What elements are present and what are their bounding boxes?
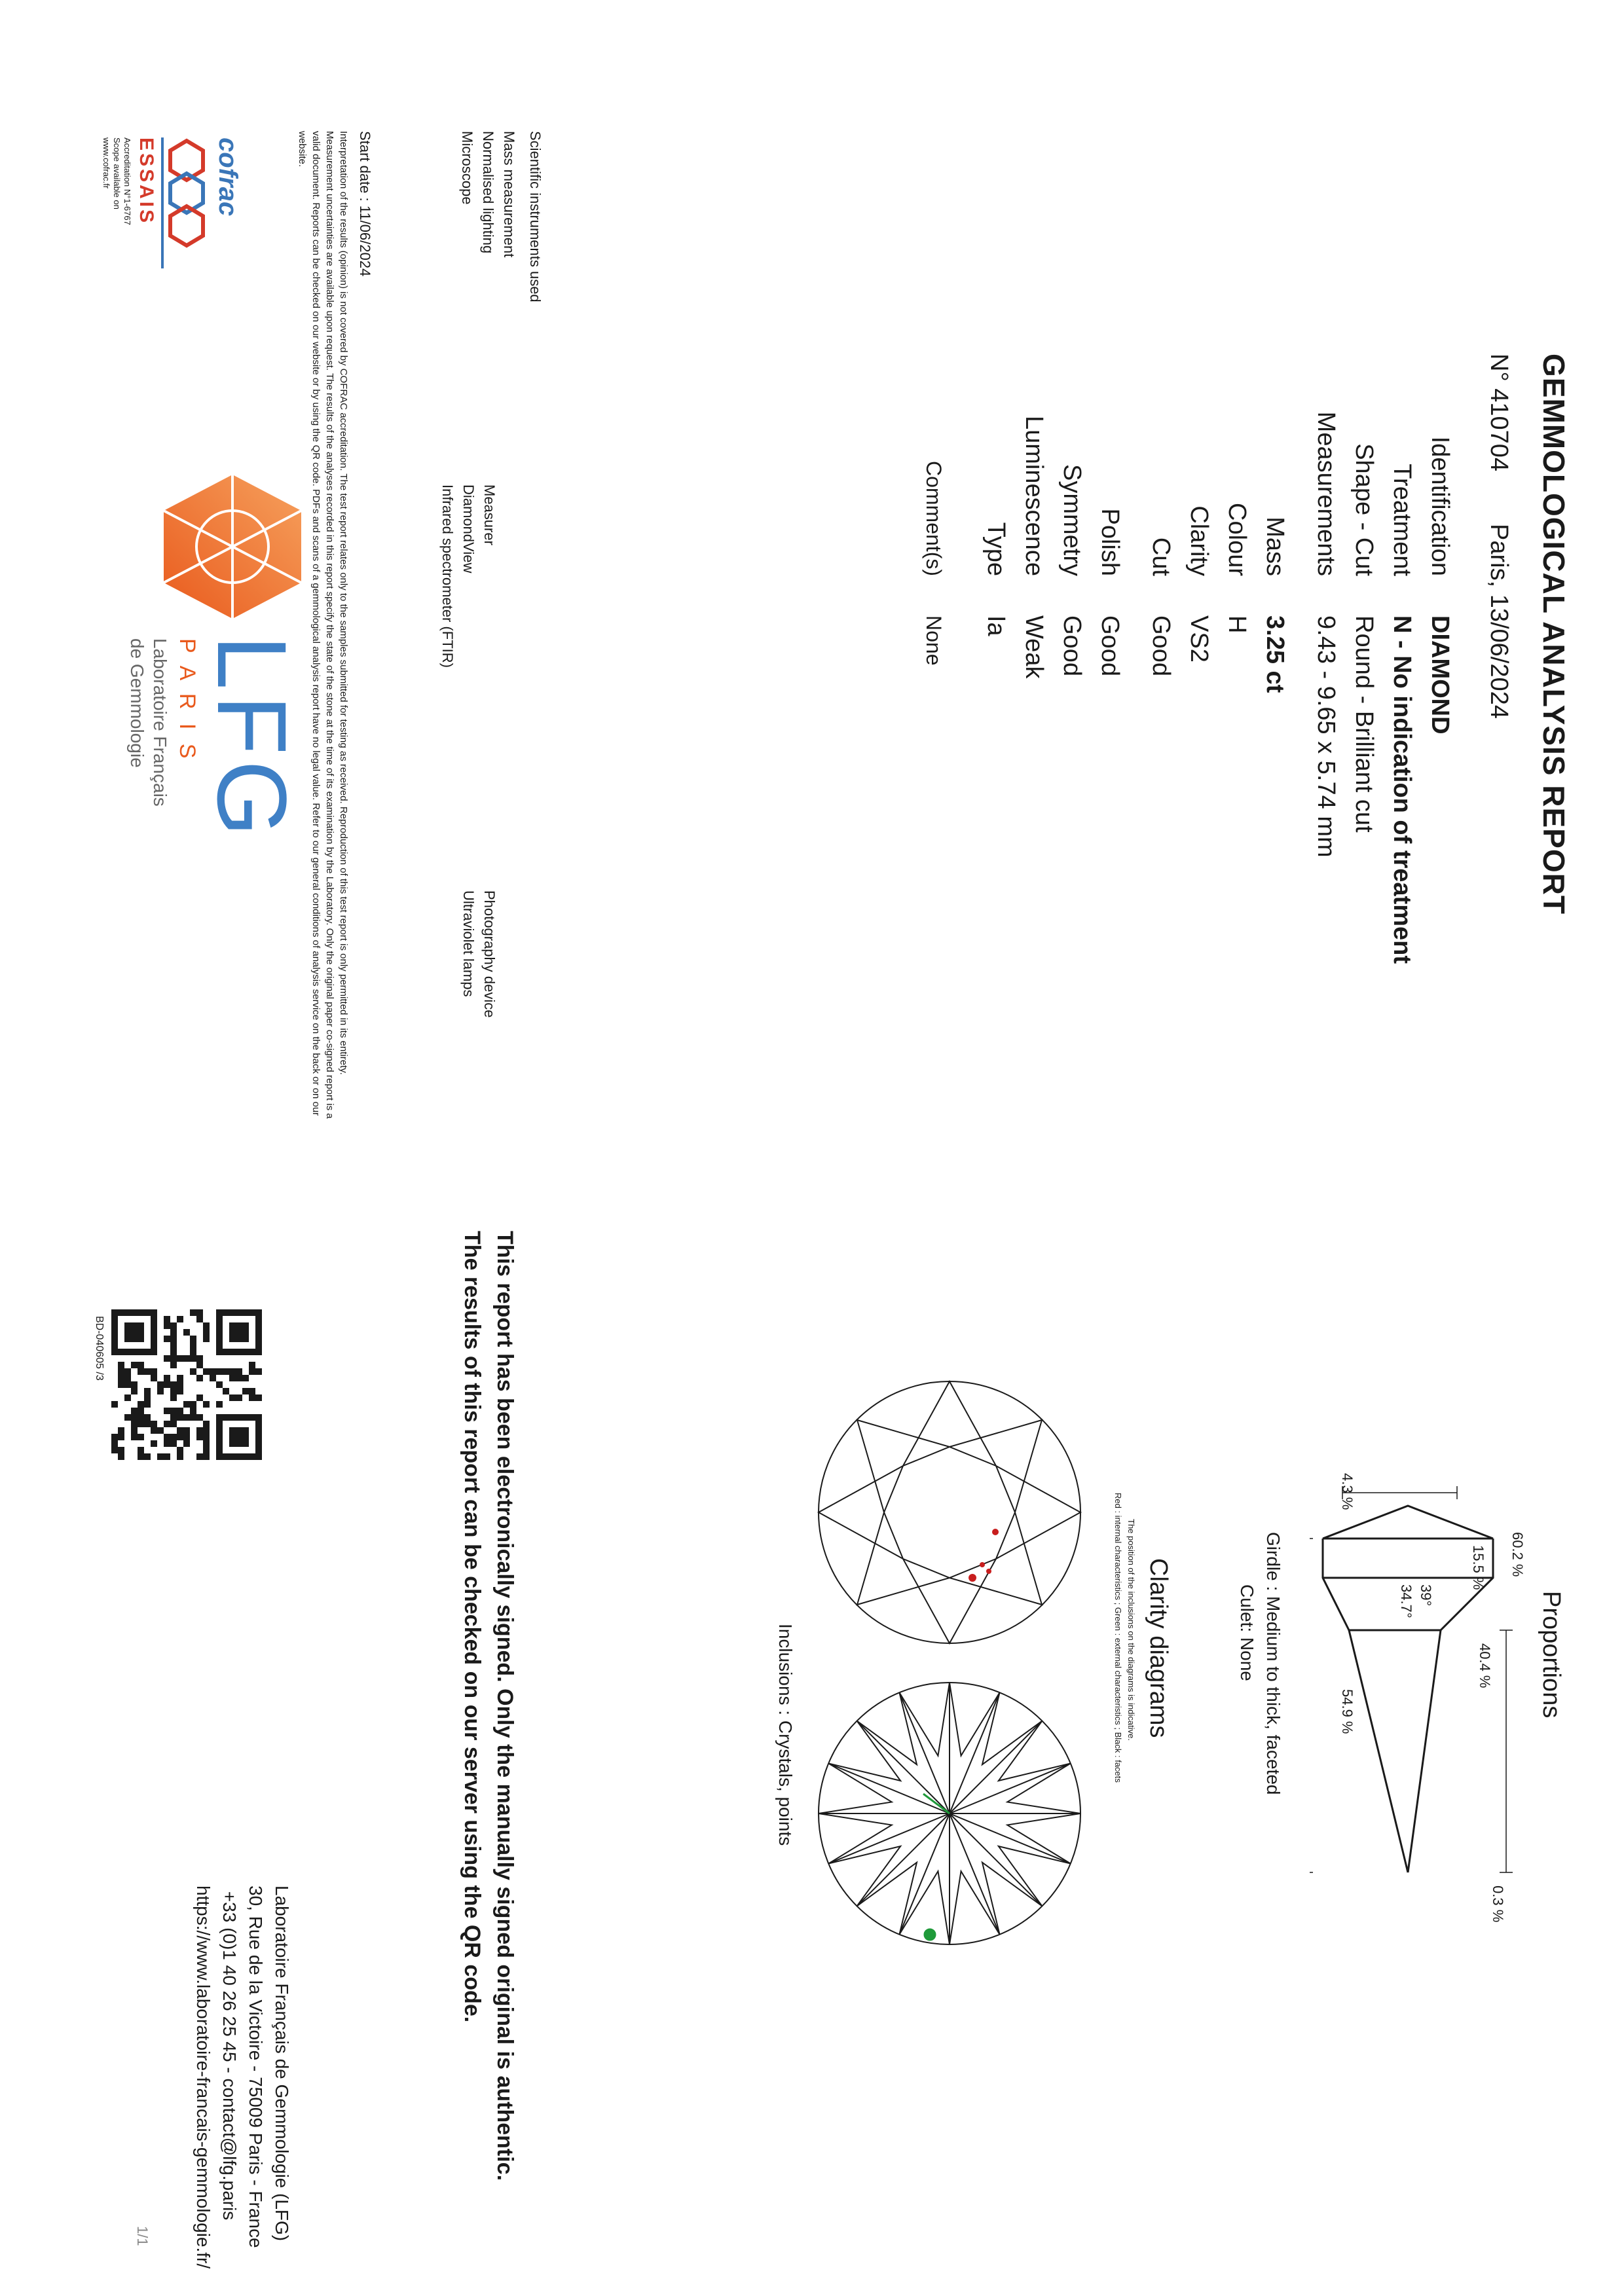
pavilion-main [950, 1813, 1042, 1906]
crown-diagram [812, 1375, 1087, 1650]
instrument-item: Infrared spectrometer (FTIR) [439, 484, 456, 668]
lab-website[interactable]: https://www.laboratoire-francais-gemmologie.fr/ [193, 1886, 213, 2269]
authenticity-line-2: The results of this report can be checked on our server using the QR code. [460, 1231, 485, 2023]
prop-crown-angle: 34.7° [1398, 1584, 1414, 1618]
field-value: 3.25 ct [1261, 615, 1289, 693]
field-value: Good [1058, 615, 1086, 676]
field-value: N - No indication of treatment [1388, 615, 1416, 964]
field-label: Shape - Cut [1350, 443, 1378, 576]
prop-girdle-pct: 4.3 % [1339, 1473, 1356, 1510]
prop-pavilion-angle: 39° [1418, 1584, 1434, 1607]
field-value: Ia [982, 615, 1010, 636]
qr-code-icon[interactable] [111, 1309, 262, 1460]
instrument-item: Microscope [459, 131, 475, 205]
lfg-line1: Laboratoire Français [150, 638, 170, 807]
pavilion-main [857, 1813, 950, 1906]
pavilion-facet [982, 1863, 1042, 1935]
pavilion-facet [828, 1721, 900, 1781]
lfg-gem-icon [157, 471, 308, 622]
prop-total-depth: 60.2 % [1509, 1532, 1526, 1577]
lfg-logo [111, 471, 308, 930]
clarity-note-1: The position of the inclusions on the diagrams is indicative. [1126, 1519, 1136, 1741]
field-value: Round - Brilliant cut [1350, 615, 1378, 833]
field-label: Clarity [1185, 505, 1213, 576]
pavilion-facet [828, 1846, 900, 1906]
inclusions-red [969, 1529, 999, 1582]
field-value: H [1223, 615, 1251, 634]
lfg-city: P A R I S [175, 638, 200, 763]
prop-culet-pct: 0.3 % [1490, 1886, 1506, 1923]
field-value: Good [1147, 615, 1175, 676]
pavilion-facet [982, 1692, 1042, 1764]
instrument-item: Normalised lighting [480, 131, 496, 254]
pavilion-facet [857, 1863, 917, 1935]
lab-street: 30, Rue de la Victoire - 75009 Paris - France [246, 1886, 266, 2248]
authenticity-line-1: This report has been electronically signed. Only the manually signed original is authentic. [492, 1231, 517, 2181]
cofrac-emblem-icon [157, 137, 210, 268]
girdle-description: Girdle : Medium to thick, faceted [1263, 1532, 1283, 1795]
report-date: Paris, 13/06/2024 [1485, 524, 1513, 719]
cofrac-wordmark: cofrac [213, 137, 242, 217]
field-label: Mass [1261, 517, 1289, 576]
field-value: VS2 [1185, 615, 1213, 663]
report-title: GEMMOLOGICAL ANALYSIS REPORT [1537, 354, 1571, 915]
disclaimer-text: Interpretation of the results (opinion) is not covered by COFRAC accreditation. The test report relates only to the samples submitted for testing as received. Reproduction of this test report is only permitted in its entirety. Measurement uncertainties are available upon request. The results of the analyses recorded in this report specify the state of the stone at the time of its examination by the Laboratory. Only the original paper co-signed report is a valid document. Reports can be checked on our website or by using the QR code. PDFs and scans of a gemmological analysis report have no legal value. Refer to our general conditions of analysis service on the back or on our website. [297, 131, 349, 1119]
pavilion-facet [1007, 1763, 1080, 1813]
cofrac-logo [101, 137, 242, 301]
field-label: Polish [1096, 508, 1124, 576]
cofrac-accreditation: Accreditation N°1-6767 [122, 137, 132, 225]
inclusions-text: Inclusions : Crystals, points [775, 1624, 796, 1846]
field-label: Treatment [1388, 464, 1416, 576]
pavilion-facet [899, 1683, 950, 1756]
pavilion-facet [819, 1763, 892, 1813]
pavilion-facet [950, 1683, 1000, 1756]
instrument-item: Measurer [481, 484, 498, 545]
lfg-line2: de Gemmologie [127, 638, 147, 768]
lfg-wordmark: LFG [197, 635, 307, 842]
instrument-item: Photography device [481, 890, 498, 1018]
pavilion-facet [819, 1813, 892, 1864]
instrument-item: Ultraviolet lamps [460, 890, 477, 997]
lab-contact: +33 (0)1 40 26 25 45 - contact@lfg.paris [219, 1891, 240, 2221]
pavilion-facet [857, 1692, 917, 1764]
proportions-heading: Proportions [1538, 1591, 1565, 1719]
field-value: Good [1096, 615, 1124, 676]
pavilion-facet [1007, 1813, 1080, 1864]
pavilion-facet [999, 1846, 1071, 1906]
clarity-note-2: Red : internal characteristics ; Green : external characteristics ; Black : facets [1113, 1493, 1123, 1783]
instrument-item: Mass measurement [501, 131, 517, 258]
pavilion-main [950, 1721, 1042, 1813]
prop-crown-height: 15.5 % [1470, 1545, 1486, 1590]
field-value: 9.43 - 9.65 x 5.74 mm [1312, 615, 1340, 858]
prop-pavilion-depth: 40.4 % [1477, 1643, 1493, 1688]
instrument-item: DiamondView [460, 484, 477, 574]
cofrac-essais: ESSAIS [136, 137, 157, 226]
page-number: 1/1 [134, 2226, 151, 2246]
report-number: N° 410704 [1485, 354, 1513, 471]
start-date: Start date : 11/06/2024 [357, 131, 373, 277]
field-value: Weak [1020, 615, 1048, 679]
field-label: Luminescence [1020, 415, 1048, 576]
prop-table: 54.9 % [1339, 1689, 1356, 1734]
pavilion-main [857, 1721, 950, 1813]
cofrac-site: www.cofrac.fr [101, 137, 111, 189]
field-label: Identification [1426, 436, 1454, 576]
pavilion-facet [950, 1871, 1000, 1944]
clarity-heading: Clarity diagrams [1145, 1558, 1172, 1738]
lab-address [190, 1886, 295, 2269]
field-label: Measurements [1312, 411, 1340, 576]
cofrac-scope: Scope available on [112, 137, 122, 210]
field-label: Type [982, 522, 1010, 576]
field-value: DIAMOND [1426, 615, 1454, 735]
pavilion-facet [999, 1721, 1071, 1781]
qr-code-label: BD-040605 /3 [94, 1316, 105, 1381]
culet-description: Culet: None [1237, 1584, 1257, 1681]
pavilion-diagram [812, 1676, 1087, 1951]
comments-label: Comment(s) [922, 460, 946, 576]
lab-name: Laboratoire Français de Gemmologie (LFG) [272, 1886, 292, 2242]
comments-value: None [922, 615, 946, 666]
field-label: Cut [1147, 537, 1175, 576]
instruments-heading: Scientific instruments used [527, 131, 544, 302]
field-label: Symmetry [1058, 464, 1086, 576]
field-label: Colour [1223, 503, 1251, 576]
